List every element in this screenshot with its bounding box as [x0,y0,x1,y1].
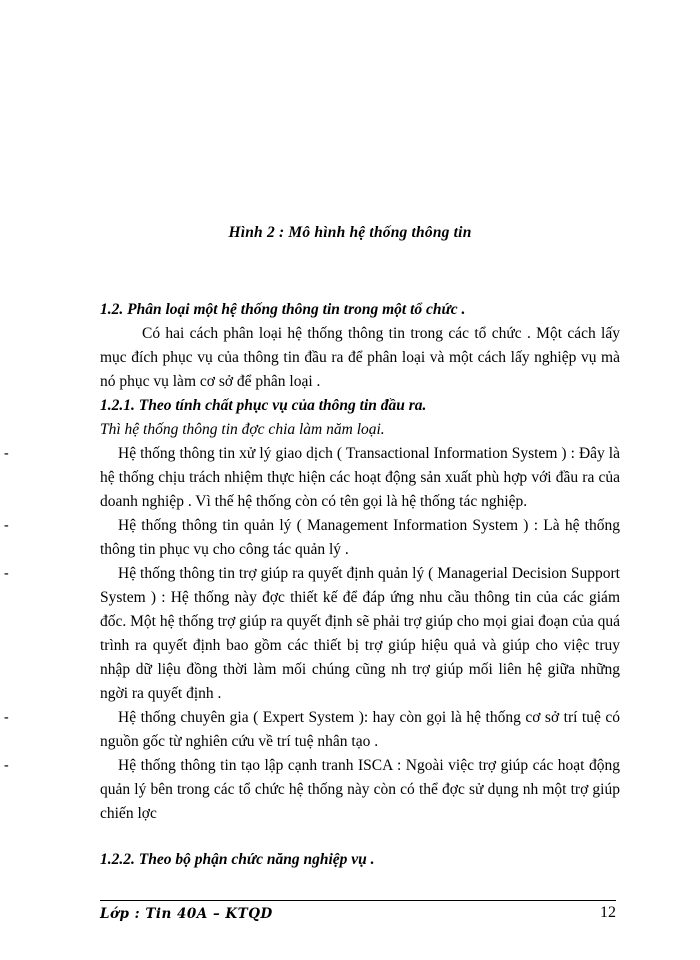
body-content [4,298,620,872]
footer-class-label: Lớp : Tin 40A – KTQD [100,906,273,922]
list-item-text: Hệ thống thông tin tạo lập cạnh tranh ISCA : Ngoài việc trợ giúp các hoạt động quản lý bên trong các tổ chức hệ thống này còn có thể đợc sử dụng nh một trợ giúp chiến lợc [100,757,620,822]
section-1-2-1-intro: Thì hệ thống thông tin đợc chia làm năm loại. [100,421,385,438]
page-number: 12 [600,904,616,921]
figure-caption: Hình 2 : Mô hình hệ thống thông tin [228,224,472,241]
section-heading-1-2: 1.2. Phân loại một hệ thống thông tin trong một tổ chức . [100,301,466,318]
bullet-dash: - [4,446,9,461]
section-heading-1-2-1: 1.2.1. Theo tính chất phục vụ của thông tin đầu ra. [100,397,427,414]
list-item-text: Hệ thống chuyên gia ( Expert System ): hay còn gọi là hệ thống cơ sở trí tuệ có nguồn gốc từ nghiên cứu về trí tuệ nhân tạo . [100,709,620,750]
section-heading-1-2-2: 1.2.2. Theo bộ phận chức năng nghiệp vụ . [100,851,375,868]
list-item [4,754,620,826]
list-item-text: Hệ thống thông tin xử lý giao dịch ( Transactional Information System ) : Đây là hệ thống chịu trách nhiệm thực hiện các hoạt động sản xuất phù hợp với đầu ra của doanh nghiệp . Vì thế hệ thống còn có tên gọi là hệ thống tác nghiệp. [100,445,620,510]
list-item [4,706,620,754]
bullet-dash: - [4,758,9,773]
list-item [4,562,620,706]
list-item [4,514,620,562]
section-1-2-paragraph: Có hai cách phân loại hệ thống thông tin trong các tổ chức . Một cách lấy mục đích phục vụ của thông tin đầu ra để phân loại và một cách lấy nghiệp vụ mà nó phục vụ làm cơ sở để phân loại . [100,325,620,390]
bullet-dash: - [4,710,9,725]
footer-divider [100,900,616,901]
bullet-dash: - [4,518,9,533]
list-item [4,442,620,514]
list-item-text: Hệ thống thông tin quản lý ( Management Information System ) : Là hệ thống thông tin phục vụ cho công tác quản lý . [100,517,620,558]
bullet-dash: - [4,566,9,581]
list-item-text: Hệ thống thông tin trợ giúp ra quyết định quản lý ( Managerial Decision Support System ) : Hệ thống này đợc thiết kế để đáp ứng nhu cầu thông tin của các giám đốc. Một hệ thống trợ giúp ra quyết định sẽ phải trợ giúp cho mọi giai đoạn của quá trình ra quyết định bao gồm các thiết bị trợ giúp hiệu quả và giúp cho việc truy nhập dữ liệu đồng thời làm mối chúng cũng nh trợ giúp mối liên hệ giữa những ngời ra quyết định . [100,565,620,702]
